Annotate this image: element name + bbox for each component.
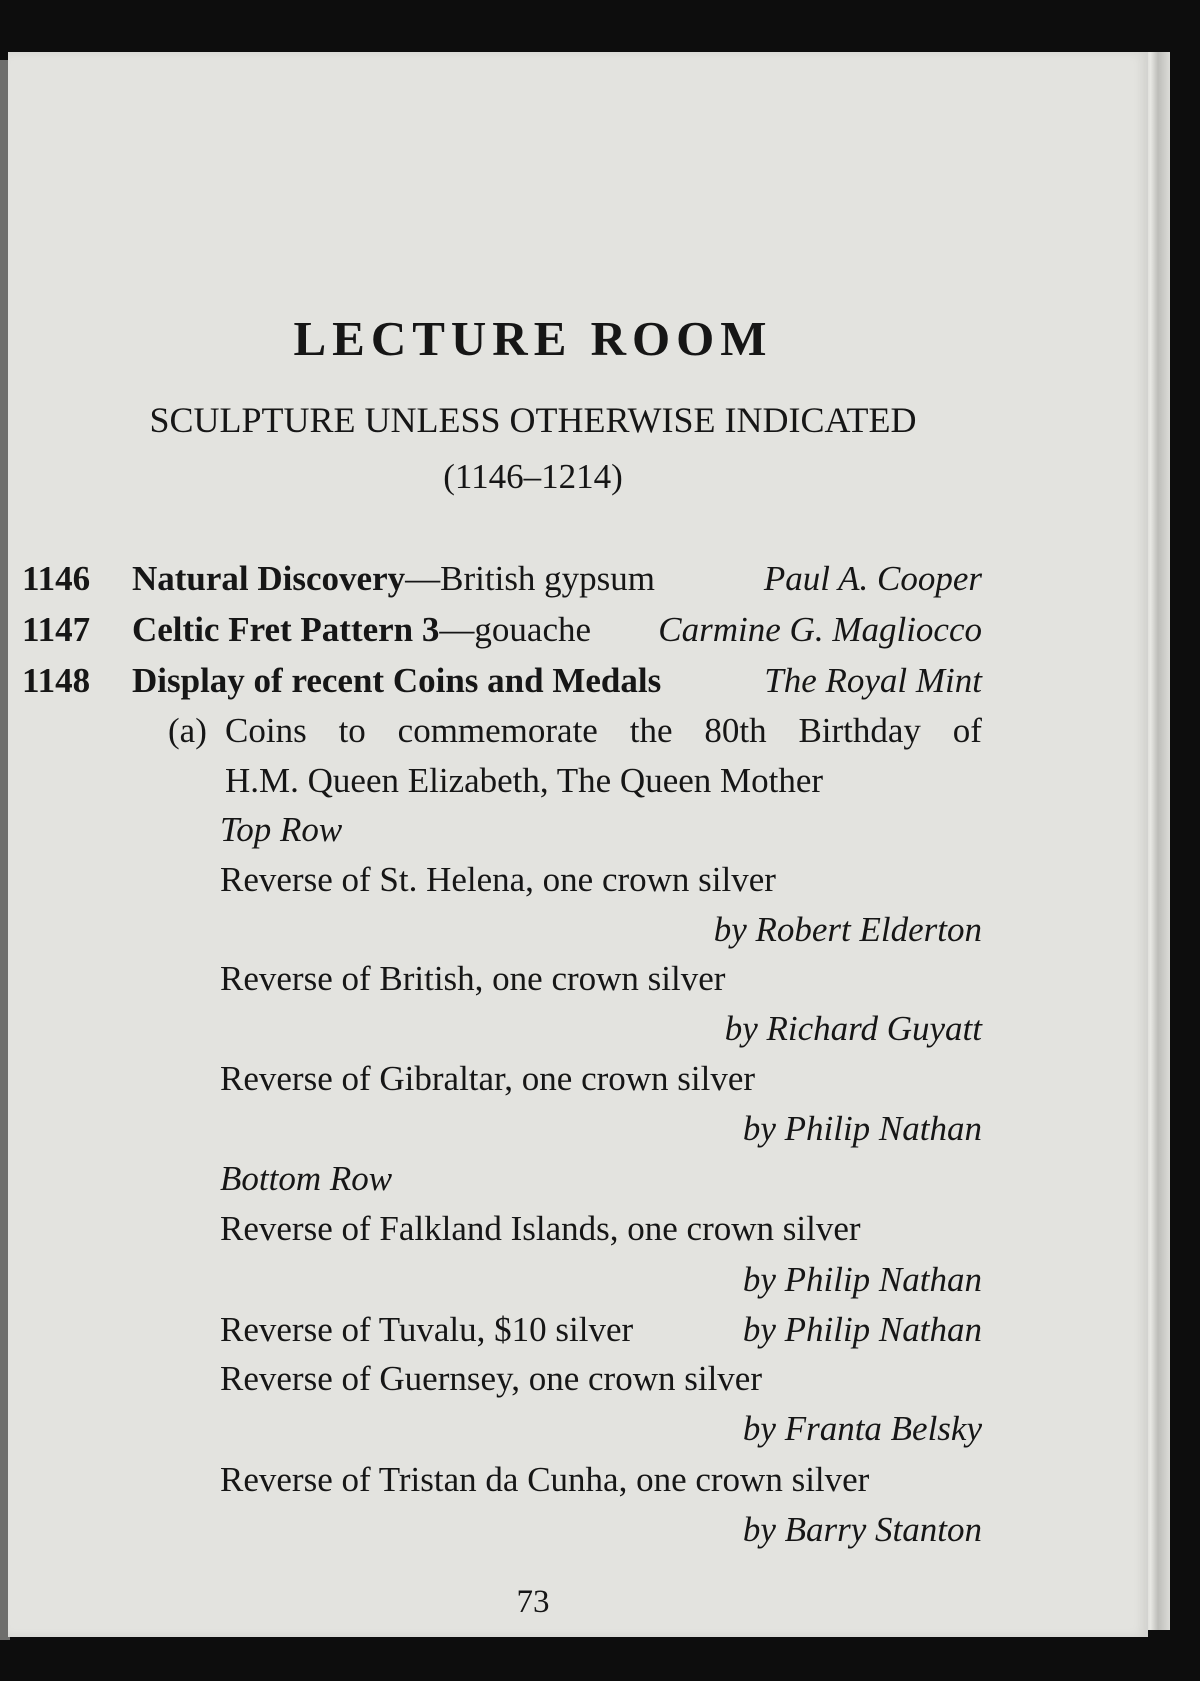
page-subtitle: SCULPTURE UNLESS OTHERWISE INDICATED	[149, 400, 917, 440]
coin-description: Reverse of St. Helena, one crown silver	[220, 860, 776, 899]
desc-word: Coins	[225, 711, 307, 750]
coin-designer: by Barry Stanton	[742, 1510, 982, 1549]
coin-designer: by Richard Guyatt	[724, 1009, 982, 1048]
entry-title-line	[132, 658, 661, 704]
coin-description: Reverse of Gibraltar, one crown silver	[220, 1059, 756, 1098]
entry-medium: —British gypsum	[405, 559, 656, 598]
entry-title: Celtic Fret Pattern 3	[132, 610, 440, 649]
coin-description: Reverse of British, one crown silver	[220, 959, 726, 998]
section-heading-bottom-row: Bottom Row	[220, 1159, 393, 1198]
desc-word: the	[629, 711, 673, 750]
section-heading-top-row: Top Row	[220, 810, 343, 849]
entry-medium: —gouache	[439, 610, 592, 649]
entry-title-line	[132, 607, 591, 653]
coin-designer: by Philip Nathan	[742, 1260, 982, 1299]
entry-artist: Carmine G. Magliocco	[658, 610, 982, 649]
coin-designer: by Franta Belsky	[742, 1409, 982, 1448]
coin-designer: by Philip Nathan	[742, 1310, 982, 1349]
coin-designer: by Philip Nathan	[742, 1109, 982, 1148]
entries-list	[8, 52, 1148, 1637]
entry-title-line	[132, 556, 655, 602]
catalogue-range: (1146–1214)	[443, 457, 623, 496]
entry-number: 1148	[22, 661, 91, 700]
desc-word: to	[338, 711, 366, 750]
entry-number: 1146	[22, 559, 91, 598]
entry-artist: The Royal Mint	[764, 661, 982, 700]
desc-word: Birthday	[798, 711, 921, 750]
sub-item-description-line2: H.M. Queen Elizabeth, The Queen Mother	[225, 761, 824, 800]
desc-word: 80th	[704, 711, 767, 750]
sub-item-label: (a)	[168, 711, 207, 750]
desc-word: of	[952, 711, 982, 750]
page-title: LECTURE ROOM	[293, 311, 773, 366]
coin-description: Reverse of Guernsey, one crown silver	[220, 1359, 762, 1398]
page-number: 73	[516, 1584, 550, 1620]
coin-description: Reverse of Falkland Islands, one crown silver	[220, 1209, 861, 1248]
sub-item-description	[225, 708, 982, 754]
coin-designer: by Robert Elderton	[713, 910, 982, 949]
entry-number: 1147	[22, 610, 91, 649]
coin-description: Reverse of Tuvalu, $10 silver	[220, 1310, 634, 1349]
desc-word: commemorate	[397, 711, 598, 750]
catalogue-page	[8, 52, 1148, 1637]
entry-title: Display of recent Coins and Medals	[132, 661, 662, 700]
entry-title: Natural Discovery	[132, 559, 406, 598]
entry-artist: Paul A. Cooper	[763, 559, 982, 598]
coin-description: Reverse of Tristan da Cunha, one crown silver	[220, 1460, 870, 1499]
